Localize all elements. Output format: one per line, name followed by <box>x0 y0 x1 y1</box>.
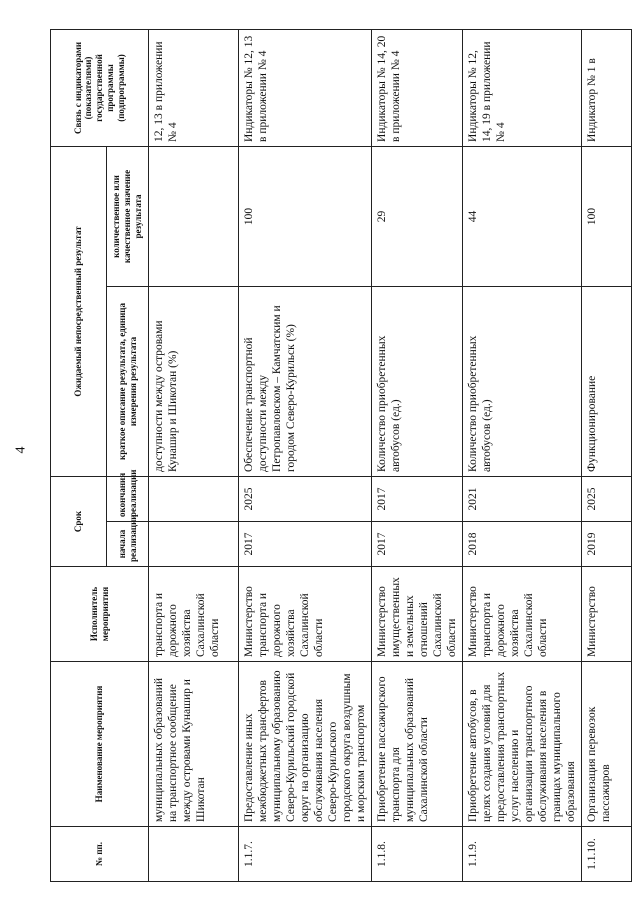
table-row <box>372 29 463 881</box>
header-num: № пп. <box>51 827 149 882</box>
row-num: 1.1.9. <box>463 827 582 882</box>
header-result-value: количественное или качественное значение результата <box>107 146 149 286</box>
row-num: 1.1.10. <box>582 827 632 882</box>
row-link: 12, 13 в приложении № 4 <box>149 29 239 146</box>
table-row <box>149 29 239 881</box>
row-executor: транспорта и дорожного хозяйства Сахалинской области <box>149 567 239 662</box>
header-executor: Исполнитель мероприятия <box>51 567 149 662</box>
row-desc: Количество приобретенных автобусов (ед.) <box>463 286 582 476</box>
row-end: 2025 <box>239 476 372 521</box>
row-value: 44 <box>463 146 582 286</box>
row-value <box>149 146 239 286</box>
row-end <box>149 476 239 521</box>
header-link: Связь с индикаторами (показателями) государственной программы (подпрограммы) <box>51 29 149 146</box>
table-row <box>463 29 582 881</box>
row-value: 100 <box>239 146 372 286</box>
row-start: 2017 <box>239 522 372 567</box>
row-num: 1.1.8. <box>372 827 463 882</box>
table-row <box>582 29 632 881</box>
page-number: 4 <box>13 446 29 454</box>
row-desc: Количество приобретенных автобусов (ед.) <box>372 286 463 476</box>
row-link: Индикатор № 1 в <box>582 29 632 146</box>
row-name: Приобретение автобусов, в целях создания условий для предоставления транспортных услуг населению и организации транспортного обслуживания населения в границах муниципального образования <box>463 662 582 827</box>
row-link: Индикаторы № 14, 20 в приложении № 4 <box>372 29 463 146</box>
row-name: Предоставление иных межбюджетных трансфертов муниципальному образованию Северо-Курильский городской округ на организацию обслуживания населения Северо-Курильского городского округа воздушным и морским транспортом <box>239 662 372 827</box>
row-executor: Министерство <box>582 567 632 662</box>
header-name: Наименование мероприятия <box>51 662 149 827</box>
row-executor: Министерство транспорта и дорожного хозяйства Сахалинской области <box>239 567 372 662</box>
header-term-start: начала реализации <box>107 522 149 567</box>
header-term-end: окончания реализации <box>107 476 149 521</box>
header-result: Ожидаемый непосредственный результат <box>51 146 107 476</box>
row-desc: доступности между островами Кунашир и Шикотан (%) <box>149 286 239 476</box>
row-name: муниципальных образований на транспортное сообщение между островами Кунашир и Шикотан <box>149 662 239 827</box>
row-value: 29 <box>372 146 463 286</box>
row-start: 2018 <box>463 522 582 567</box>
header-term: Срок <box>51 476 107 566</box>
measures-table <box>50 29 632 882</box>
row-end: 2021 <box>463 476 582 521</box>
header-result-desc: краткое описание результата, единица измерения результата <box>107 286 149 476</box>
row-executor: Министерство транспорта и дорожного хозяйства Сахалинской области <box>463 567 582 662</box>
row-desc: Обеспечение транспортной доступности между Петропавловском – Камчатским и городом Северо-Курильск (%) <box>239 286 372 476</box>
row-link: Индикаторы № 12, 14, 19 в приложении № 4 <box>463 29 582 146</box>
table-container <box>50 30 613 882</box>
row-start: 2019 <box>582 522 632 567</box>
row-end: 2017 <box>372 476 463 521</box>
row-desc: Функционирование <box>582 286 632 476</box>
row-executor: Министерство имущественных и земельных отношений Сахалинской области <box>372 567 463 662</box>
row-name: Организация перевозок пассажиров <box>582 662 632 827</box>
row-value: 100 <box>582 146 632 286</box>
row-link: Индикаторы № 12, 13 в приложении № 4 <box>239 29 372 146</box>
row-num <box>149 827 239 882</box>
row-name: Приобретение пассажирского транспорта для муниципальных образований Сахалинской области <box>372 662 463 827</box>
row-end: 2025 <box>582 476 632 521</box>
row-start: 2017 <box>372 522 463 567</box>
row-start <box>149 522 239 567</box>
table-row <box>239 29 372 881</box>
row-num: 1.1.7. <box>239 827 372 882</box>
